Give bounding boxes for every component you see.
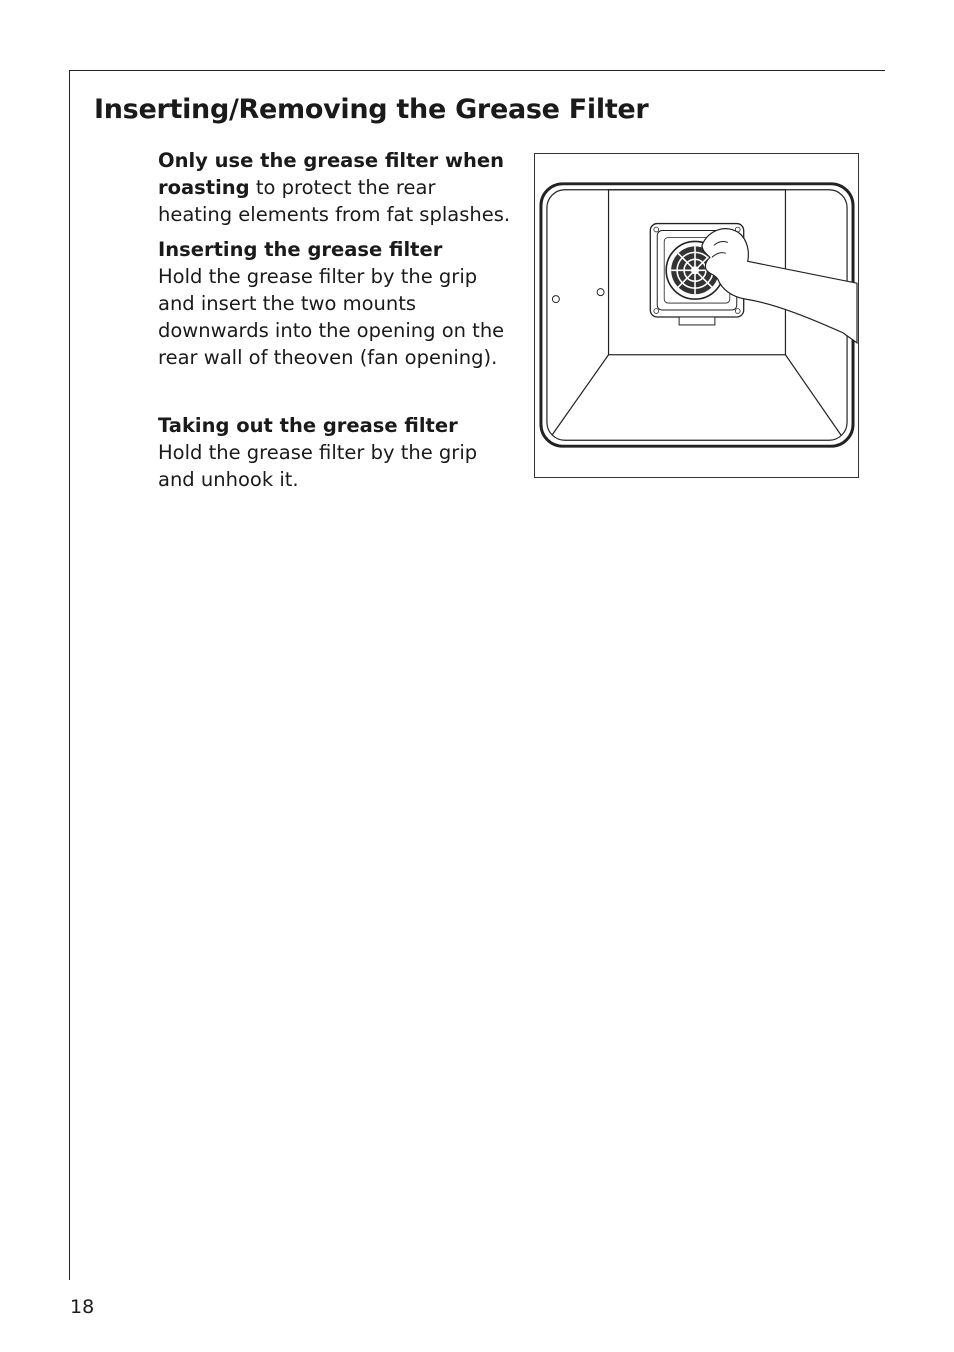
- oven-grease-filter-illustration: [534, 153, 859, 478]
- intro-bold-text: Only use the grease filter when roasting: [158, 149, 505, 199]
- removing-section: [158, 412, 513, 493]
- inserting-body: Hold the grease filter by the grip and insert the two mounts downwards into the opening on the rear wall of theoven (fan opening).: [158, 265, 505, 369]
- removing-body: Hold the grease filter by the grip and unhook it.: [158, 441, 478, 491]
- top-rule: [69, 70, 885, 71]
- intro-text: to protect the rear heating elements from fat splashes.: [158, 176, 511, 226]
- inserting-heading: Inserting the grease filter: [158, 238, 443, 261]
- inserting-section: [158, 236, 513, 371]
- page-number: 18: [70, 1296, 95, 1318]
- intro-paragraph: [158, 147, 513, 228]
- page-title: Inserting/Removing the Grease Filter: [94, 94, 649, 125]
- instruction-text: [158, 147, 513, 493]
- oven-illustration-icon: [535, 154, 858, 477]
- left-rule: [69, 70, 70, 1280]
- removing-heading: Taking out the grease filter: [158, 414, 458, 437]
